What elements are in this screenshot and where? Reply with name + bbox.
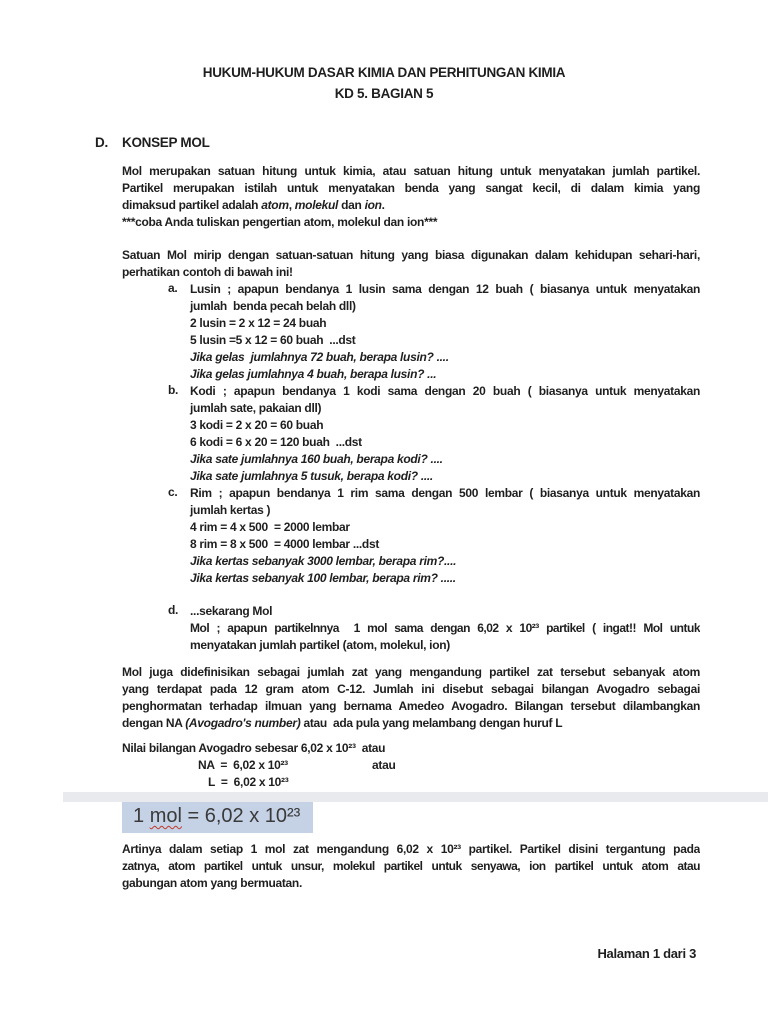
list-item-kodi: [168, 383, 700, 485]
paragraph-satuan: [122, 247, 700, 281]
item-label: b.: [168, 383, 179, 397]
text-run: dimaksud partikel adalah: [122, 198, 262, 212]
text-line: Mol merupakan satuan hitung untuk kimia, atau satuan hitung untuk menyatakan jumlah partikel.: [122, 164, 700, 178]
text-line: gabungan atom yang bermuatan.: [122, 876, 302, 890]
text-line: yang terdapat pada 12 gram atom C-12. Jumlah ini disebut sebagai bilangan Avogadro sebagai: [122, 682, 700, 696]
italic-avogadros-number: (Avogadro's number): [185, 716, 301, 730]
atau-word: atau: [372, 758, 396, 772]
text-line: jumlah benda pecah belah dll): [190, 299, 356, 313]
text-line: perhatikan contoh di bawah ini!: [122, 265, 293, 279]
title-line-1: HUKUM-HUKUM DASAR KIMIA DAN PERHITUNGAN KIMIA: [202, 65, 566, 80]
l-line: [122, 774, 700, 791]
paragraph-artinya: [122, 841, 700, 892]
question-line: Jika gelas jumlahnya 4 buah, berapa lusin? ...: [190, 367, 437, 381]
italic-term-ion: ion: [364, 198, 382, 212]
na-line: [122, 757, 700, 774]
formula-text: = 6,02 x 10²³: [181, 805, 301, 827]
avogadro-values: [122, 740, 700, 791]
calc-line: 8 rim = 8 x 500 = 4000 lembar ...dst: [190, 537, 380, 551]
calc-line: 4 rim = 4 x 500 = 2000 lembar: [190, 520, 350, 534]
text-run: dan: [338, 198, 365, 212]
formula-highlight-box: [122, 802, 313, 833]
question-line: Jika kertas sebanyak 100 lembar, berapa rim? .....: [190, 571, 456, 585]
paragraph-intro: [122, 163, 700, 231]
formula-row: [122, 802, 700, 833]
document-body: [95, 134, 700, 892]
text-line: Rim ; apapun bendanya 1 rim sama dengan 500 lembar ( biasanya untuk menyatakan: [190, 486, 700, 500]
text-line: ...sekarang Mol: [190, 604, 273, 618]
text-line: Partikel merupakan istilah untuk menyatakan benda yang sangat kecil, di dalam kimia yang: [122, 181, 700, 195]
title-line-2: KD 5. BAGIAN 5: [334, 86, 434, 101]
item-label: c.: [168, 485, 178, 499]
text-line: jumlah kertas ): [190, 503, 271, 517]
text-run: ,: [288, 198, 295, 212]
text-line: menyatakan jumlah partikel (atom, molekul, ion): [190, 638, 450, 652]
text-line: Artinya dalam setiap 1 mol zat mengandung 6,02 x 10²³ partikel. Partikel disini tergantung pada: [122, 842, 700, 856]
item-label: d.: [168, 603, 179, 617]
italic-term-atom: atom: [261, 198, 289, 212]
document-title: [0, 0, 768, 104]
highlight-band: [63, 792, 768, 802]
text-run: dengan NA: [122, 716, 186, 730]
calc-line: 6 kodi = 6 x 20 = 120 buah ...dst: [190, 435, 362, 449]
text-line: Satuan Mol mirip dengan satuan-satuan hitung yang biasa digunakan dalam kehidupan sehari-hari,: [122, 248, 700, 262]
calc-line: 2 lusin = 2 x 12 = 24 buah: [190, 316, 327, 330]
text-run: atau ada pula yang melambang dengan huruf L: [300, 716, 563, 730]
calc-line: 3 kodi = 2 x 20 = 60 buah: [190, 418, 324, 432]
text-run: .: [381, 198, 385, 212]
formula-text: 1: [133, 805, 150, 827]
avogadro-value-line: Nilai bilangan Avogadro sebesar 6,02 x 10²³ atau: [122, 741, 386, 755]
list-item-rim: [168, 485, 700, 587]
paragraph-avogadro-def: [122, 664, 700, 732]
question-line: Jika kertas sebanyak 3000 lembar, berapa rim?....: [190, 554, 457, 568]
l-equation: L = 6,02 x 10²³: [208, 775, 289, 789]
section-title: KONSEP MOL: [122, 135, 210, 150]
question-line: Jika sate jumlahnya 160 buah, berapa kodi? ....: [190, 452, 443, 466]
question-line: Jika sate jumlahnya 5 tusuk, berapa kodi? ....: [190, 469, 433, 483]
text-line: zatnya, atom partikel untuk unsur, molekul partikel untuk senyawa, ion partikel untuk atom atau: [122, 859, 700, 873]
na-equation: NA = 6,02 x 10²³: [198, 758, 288, 772]
text-line: penghormatan terhadap ilmuan yang bernama Amedeo Avogadro. Bilangan tersebut dilambangkan: [122, 699, 700, 713]
text-line: [122, 715, 700, 732]
list-item-mol: [168, 603, 700, 654]
text-line: [122, 197, 700, 214]
section-heading: [95, 134, 700, 151]
question-line: Jika gelas jumlahnya 72 buah, berapa lusin? ....: [190, 350, 449, 364]
calc-line: 5 lusin =5 x 12 = 60 buah ...dst: [190, 333, 356, 347]
text-line: Mol ; apapun partikelnnya 1 mol sama dengan 6,02 x 10²³ partikel ( ingat!! Mol untuk: [190, 621, 700, 635]
italic-term-molekul: molekul: [294, 198, 339, 212]
list-item-lusin: [168, 281, 700, 383]
misspelled-word-mol: mol: [149, 805, 182, 827]
section-label: D.: [95, 135, 108, 150]
footer-page-number: Halaman 1 dari 3: [597, 946, 696, 961]
text-line: Lusin ; apapun bendanya 1 lusin sama dengan 12 buah ( biasanya untuk menyatakan: [190, 282, 700, 296]
text-line: jumlah sate, pakaian dll): [190, 401, 322, 415]
note-line: ***coba Anda tuliskan pengertian atom, molekul dan ion***: [122, 215, 438, 229]
text-line: Kodi ; apapun bendanya 1 kodi sama dengan 20 buah ( biasanya untuk menyatakan: [190, 384, 700, 398]
text-line: Mol juga didefinisikan sebagai jumlah zat yang mengandung partikel zat tersebut sebanyak atom: [122, 665, 700, 679]
item-label: a.: [168, 281, 178, 295]
